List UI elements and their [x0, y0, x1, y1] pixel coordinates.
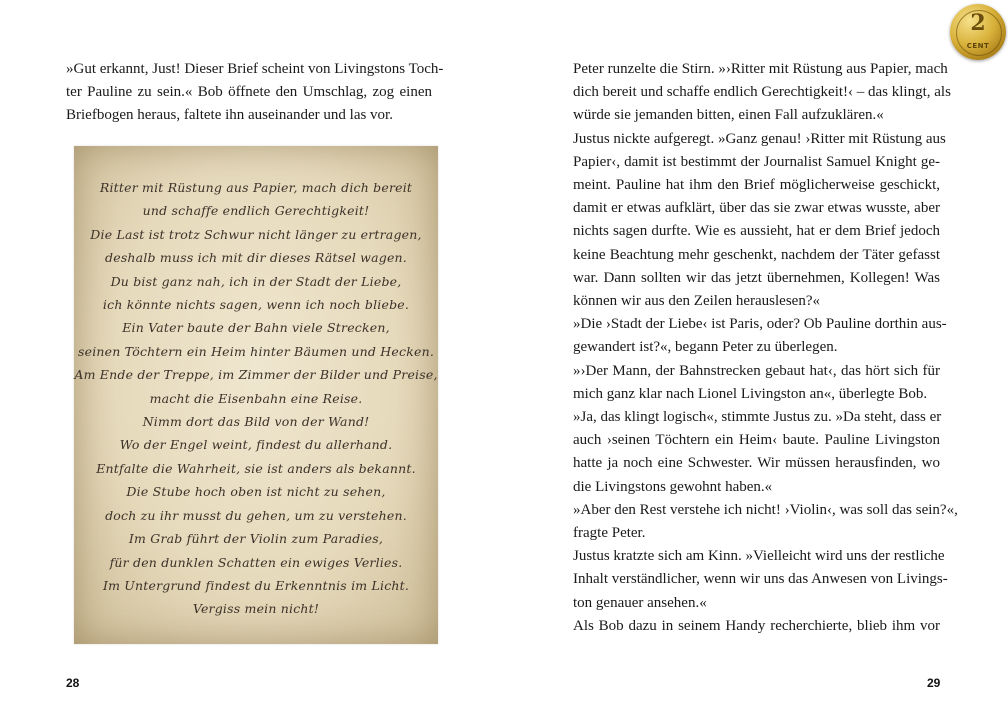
text-line: Briefbogen heraus, faltete ihn auseinander und las vor. [66, 107, 393, 124]
text-line: Inhalt verständlicher, wenn wir uns das Anwesen von Livings- [573, 571, 948, 588]
text-line: auch ›seinen Töchtern ein Heim‹ baute. Pauline Livingston [573, 432, 940, 449]
coin-label: CENT [966, 42, 990, 50]
letter-line: für den dunklen Schatten ein ewiges Verlies. [109, 554, 403, 570]
text-line: meint. Pauline hat ihm den Brief möglicherweise geschickt, [573, 177, 940, 194]
text-line: Justus kratzte sich am Kinn. »Vielleicht wird uns der restliche [573, 548, 945, 565]
letter-line: Entfalte die Wahrheit, sie ist anders als bekannt. [96, 460, 416, 476]
letter-line: Am Ende der Treppe, im Zimmer der Bilder und Preise, [74, 367, 438, 383]
letter-line: Nimm dort das Bild von der Wand! [142, 414, 370, 430]
letter-line: ich könnte nichts sagen, wenn ich noch bliebe. [102, 297, 410, 313]
letter-line: Du bist ganz nah, ich in der Stadt der Liebe, [110, 273, 402, 289]
letter-line: Die Stube hoch oben ist nicht zu sehen, [126, 484, 386, 500]
text-line: Justus nickte aufgeregt. »Ganz genau! ›Ritter mit Rüstung aus [573, 130, 946, 147]
letter-line: Im Untergrund findest du Erkenntnis im Licht. [102, 577, 410, 593]
letter-line: Ein Vater baute der Bahn viele Strecken, [122, 320, 390, 336]
left-paragraph [66, 58, 444, 128]
text-line: gewandert ist?«, begann Peter zu überlegen. [573, 339, 838, 356]
text-line: würde sie jemanden bitten, einen Fall aufzuklären.« [573, 107, 884, 124]
text-line: »Aber den Rest verstehe ich nicht! ›Violin‹, was soll das sein?«, [573, 501, 958, 518]
letter-line: macht die Eisenbahn eine Reise. [149, 390, 363, 406]
letter-line: Wo der Engel weint, findest du allerhand. [119, 437, 393, 453]
right-paragraph [573, 58, 958, 638]
text-line: dich bereit und schaffe endlich Gerechtigkeit!‹ – das klingt, als [573, 84, 951, 101]
text-line: damit er etwas aufklärt, über das sie zwar etwas wusste, aber [573, 200, 940, 217]
text-line: Peter runzelte die Stirn. »›Ritter mit Rüstung aus Papier, mach [573, 61, 948, 77]
letter-line: Die Last ist trotz Schwur nicht länger zu ertragen, [90, 226, 422, 242]
letter-line: seinen Töchtern ein Heim hinter Bäumen und Hecken. [78, 343, 434, 359]
text-line: nichts sagen durfte. Wie es aussieht, hat er dem Brief jedoch [573, 223, 940, 240]
text-line: die Livingstons gewohnt haben.« [573, 478, 773, 495]
coin-icon [950, 4, 1006, 60]
page-number: 28 [66, 676, 80, 690]
text-line: »›Der Mann, der Bahnstrecken gebaut hat‹, das hört sich für [573, 362, 940, 379]
text-line: »Gut erkannt, Just! Dieser Brief scheint von Livingstons Toch- [66, 61, 444, 77]
text-line: »Ja, das klingt logisch«, stimmte Justus zu. »Da steht, dass er [573, 409, 942, 426]
text-line: können wir aus den Zeilen herauslesen?« [573, 293, 820, 310]
handwritten-letter [74, 146, 438, 644]
text-line: Als Bob dazu in seinem Handy recherchierte, blieb ihm vor [573, 617, 940, 634]
letter-text [74, 176, 438, 621]
right-page [504, 0, 1008, 714]
letter-line: Ritter mit Rüstung aus Papier, mach dich bereit [99, 180, 413, 195]
text-line: ter Pauline zu sein.« Bob öffnete den Umschlag, zog einen [66, 84, 432, 101]
letter-line: Im Grab führt der Violin zum Paradies, [128, 531, 384, 547]
text-line: fragte Peter. [573, 525, 646, 542]
text-line: ton genauer ansehen.« [573, 594, 707, 611]
page-number: 29 [927, 676, 941, 690]
text-line: Papier‹, damit ist bestimmt der Journalist Samuel Knight ge- [573, 153, 940, 170]
text-line: hatte ja noch eine Schwester. Wir müssen herausfinden, wo [573, 455, 940, 472]
letter-line: doch zu ihr musst du gehen, um zu verstehen. [105, 507, 407, 523]
letter-line: deshalb muss ich mit dir dieses Rätsel wagen. [105, 250, 407, 266]
coin-number: 2 [970, 10, 986, 36]
letter-line: Vergiss mein nicht! [192, 601, 320, 617]
text-line: mich ganz klar nach Lionel Livingston an«, überlegte Bob. [573, 385, 928, 402]
text-line: keine Beachtung mehr geschenkt, nachdem der Täter gefasst [573, 246, 940, 263]
text-line: »Die ›Stadt der Liebe‹ ist Paris, oder? Ob Pauline dorthin aus- [573, 316, 947, 333]
text-line: war. Dann sollten wir das jetzt übernehmen, Kollegen! Was [573, 269, 940, 286]
letter-line: und schaffe endlich Gerechtigkeit! [142, 203, 370, 219]
